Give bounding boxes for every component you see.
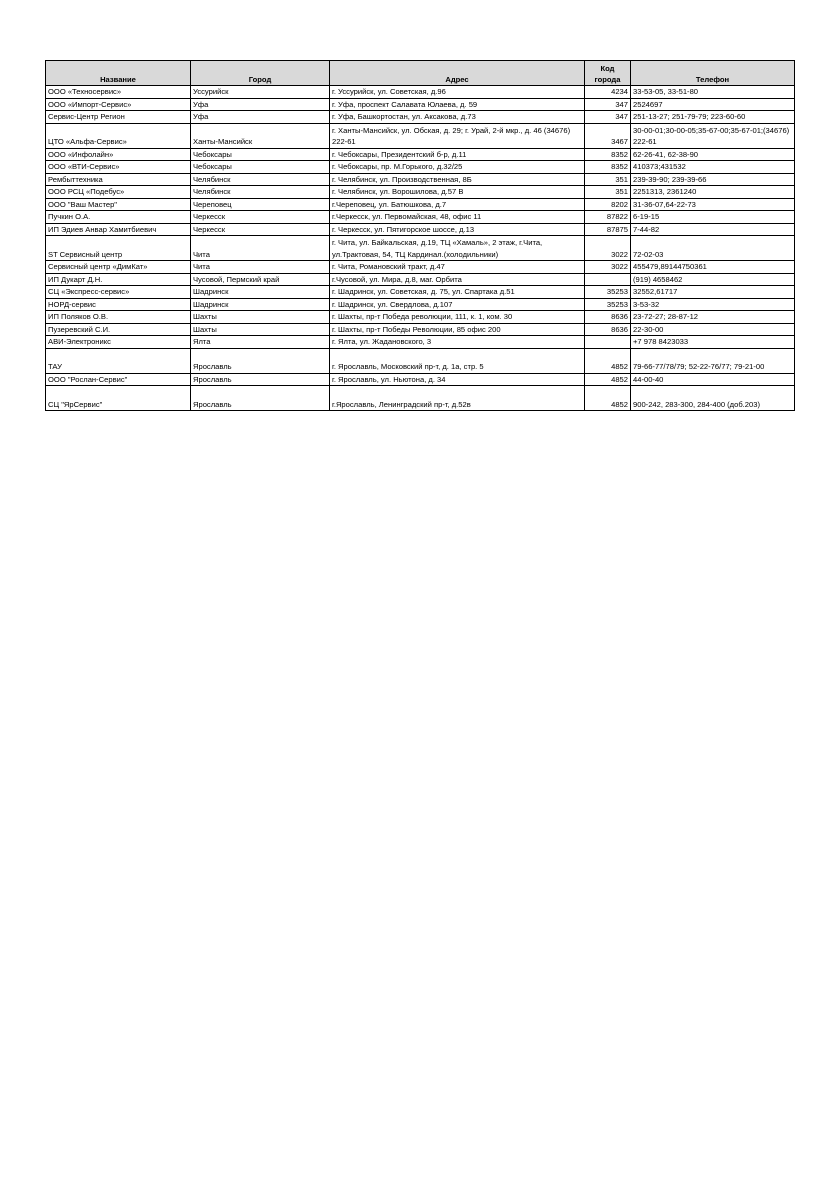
cell-name: НОРД-сервис <box>46 298 191 311</box>
cell-name: Сервис-Центр Регион <box>46 111 191 124</box>
cell-phone: 410373;431532 <box>631 161 795 174</box>
cell-name: ООО "Рослан-Сервис" <box>46 373 191 386</box>
cell-address: г. Ханты-Мансийск, ул. Обская, д. 29; г. Урай, 2-й мкр., д. 46 (34676) 222-61 <box>330 123 585 148</box>
cell-name: Рембыттехника <box>46 173 191 186</box>
cell-city: Шадринск <box>191 286 330 299</box>
cell-name: ЦТО «Альфа-Сервис» <box>46 123 191 148</box>
cell-phone: 7-44-82 <box>631 223 795 236</box>
cell-address: г. Уфа, проспект Салавата Юлаева, д. 59 <box>330 98 585 111</box>
cell-name: ИП Эдиев Анвар Хамитбиевич <box>46 223 191 236</box>
cell-city: Челябинск <box>191 173 330 186</box>
table-row <box>46 311 795 324</box>
cell-phone: 22-30-00 <box>631 323 795 336</box>
header-name: Название <box>46 61 191 86</box>
cell-name: ТАУ <box>46 348 191 373</box>
table-row <box>46 86 795 99</box>
cell-code: 8636 <box>585 323 631 336</box>
table-row <box>46 386 795 411</box>
cell-city: Шахты <box>191 311 330 324</box>
table-row <box>46 186 795 199</box>
cell-address: г. Чебоксары, пр. М.Горького, д.32/25 <box>330 161 585 174</box>
cell-code: 87822 <box>585 211 631 224</box>
cell-address: г. Шахты, пр-т Победы Революции, 85 офис 200 <box>330 323 585 336</box>
table-row <box>46 298 795 311</box>
cell-name: ООО «Техносервис» <box>46 86 191 99</box>
cell-phone: 455479,89144750361 <box>631 261 795 274</box>
cell-name: ООО «Инфолайн» <box>46 148 191 161</box>
cell-address: г. Уфа, Башкортостан, ул. Аксакова, д.73 <box>330 111 585 124</box>
cell-city: Чебоксары <box>191 161 330 174</box>
cell-name: ИП Дукарт Д.Н. <box>46 273 191 286</box>
cell-code: 3467 <box>585 123 631 148</box>
header-row <box>46 61 795 86</box>
cell-name: АВИ-Электроникс <box>46 336 191 349</box>
cell-city: Чебоксары <box>191 148 330 161</box>
cell-address: г. Уссурийск, ул. Советская, д.96 <box>330 86 585 99</box>
cell-address: г. Шадринск, ул. Советская, д. 75, ул. Спартака д.51 <box>330 286 585 299</box>
service-centers-table <box>45 60 795 411</box>
cell-phone: 3-53-32 <box>631 298 795 311</box>
cell-code: 3022 <box>585 236 631 261</box>
cell-city: Черкесск <box>191 223 330 236</box>
cell-code: 351 <box>585 173 631 186</box>
cell-phone: 251-13-27; 251-79-79; 223-60-60 <box>631 111 795 124</box>
header-city-code: Код города <box>585 61 631 86</box>
cell-phone: 900-242, 283-300, 284-400 (доб.203) <box>631 386 795 411</box>
cell-city: Шадринск <box>191 298 330 311</box>
cell-phone: 33-53-05, 33-51-80 <box>631 86 795 99</box>
cell-code: 4234 <box>585 86 631 99</box>
cell-city: Уссурийск <box>191 86 330 99</box>
cell-address: г. Черкесск, ул. Пятигорское шоссе, д.13 <box>330 223 585 236</box>
cell-phone: 2251313, 2361240 <box>631 186 795 199</box>
table-row <box>46 211 795 224</box>
cell-phone: 30-00-01;30-00-05;35-67-00;35-67-01;(34676) 222-61 <box>631 123 795 148</box>
cell-code: 347 <box>585 98 631 111</box>
table-row <box>46 123 795 148</box>
cell-phone: 6-19-15 <box>631 211 795 224</box>
cell-address: г.Череповец, ул. Батюшкова, д.7 <box>330 198 585 211</box>
cell-city: Ярославль <box>191 386 330 411</box>
cell-name: ООО «Импорт-Сервис» <box>46 98 191 111</box>
cell-city: Ялта <box>191 336 330 349</box>
cell-phone: 79-66-77/78/79; 52-22-76/77; 79-21-00 <box>631 348 795 373</box>
cell-phone: 31-36-07,64-22-73 <box>631 198 795 211</box>
cell-city: Челябинск <box>191 186 330 199</box>
cell-code: 347 <box>585 111 631 124</box>
table-row <box>46 323 795 336</box>
cell-city: Уфа <box>191 111 330 124</box>
cell-name: ИП Поляков О.В. <box>46 311 191 324</box>
table-row <box>46 286 795 299</box>
cell-address: г. Ялта, ул. Жадановского, 3 <box>330 336 585 349</box>
cell-phone: (919) 4658462 <box>631 273 795 286</box>
cell-city: Черкесск <box>191 211 330 224</box>
cell-address: г. Чита, Романовский тракт, д.47 <box>330 261 585 274</box>
table-row <box>46 161 795 174</box>
cell-phone: +7 978 8423033 <box>631 336 795 349</box>
cell-code: 8352 <box>585 161 631 174</box>
table-row <box>46 236 795 261</box>
cell-phone: 2524697 <box>631 98 795 111</box>
cell-city: Шахты <box>191 323 330 336</box>
cell-name: Сервисный центр «ДимКат» <box>46 261 191 274</box>
cell-city: Череповец <box>191 198 330 211</box>
table-row <box>46 261 795 274</box>
cell-name: СЦ «Экспресс-сервис» <box>46 286 191 299</box>
cell-address: г. Чебоксары, Президентский б-р, д.11 <box>330 148 585 161</box>
cell-code <box>585 336 631 349</box>
table-row <box>46 98 795 111</box>
cell-code: 3022 <box>585 261 631 274</box>
cell-phone: 62-26-41, 62-38-90 <box>631 148 795 161</box>
cell-code: 87875 <box>585 223 631 236</box>
cell-phone: 23-72-27; 28-87-12 <box>631 311 795 324</box>
table-row <box>46 348 795 373</box>
cell-city: Чита <box>191 261 330 274</box>
cell-name: Пучкин О.А. <box>46 211 191 224</box>
cell-address: г.Чусовой, ул. Мира, д.8, маг. Орбита <box>330 273 585 286</box>
cell-code: 4852 <box>585 348 631 373</box>
cell-address: г.Ярославль, Ленинградский пр-т, д.52в <box>330 386 585 411</box>
table-row <box>46 336 795 349</box>
table-row <box>46 198 795 211</box>
cell-phone: 239-39-90; 239-39-66 <box>631 173 795 186</box>
cell-code: 351 <box>585 186 631 199</box>
cell-address: г. Челябинск, ул. Производственная, 8Б <box>330 173 585 186</box>
cell-address: г. Ярославль, ул. Ньютона, д. 34 <box>330 373 585 386</box>
cell-city: Чита <box>191 236 330 261</box>
cell-phone: 72-02-03 <box>631 236 795 261</box>
cell-city: Уфа <box>191 98 330 111</box>
cell-code: 4852 <box>585 373 631 386</box>
cell-address: г.Черкесск, ул. Первомайская, 48, офис 11 <box>330 211 585 224</box>
cell-address: г. Чита, ул. Байкальская, д.19, ТЦ «Хамаль», 2 этаж, г.Чита, ул.Трактовая, 54, ТЦ Кардинал.(холодильники) <box>330 236 585 261</box>
cell-phone: 32552,61717 <box>631 286 795 299</box>
table-row <box>46 223 795 236</box>
table-row <box>46 173 795 186</box>
cell-code: 8636 <box>585 311 631 324</box>
cell-name: ST Сервисный центр <box>46 236 191 261</box>
table-row <box>46 273 795 286</box>
cell-name: ООО РСЦ «Подебус» <box>46 186 191 199</box>
cell-code: 4852 <box>585 386 631 411</box>
cell-phone: 44-00-40 <box>631 373 795 386</box>
header-city: Город <box>191 61 330 86</box>
cell-city: Ханты-Мансийск <box>191 123 330 148</box>
cell-code: 35253 <box>585 298 631 311</box>
table-row <box>46 148 795 161</box>
header-address: Адрес <box>330 61 585 86</box>
cell-city: Ярославль <box>191 348 330 373</box>
table-row <box>46 373 795 386</box>
cell-name: ООО "Ваш Мастер" <box>46 198 191 211</box>
cell-address: г. Шахты, пр-т Победа революции, 111, к. 1, ком. 30 <box>330 311 585 324</box>
cell-name: ООО «ВТИ-Сервис» <box>46 161 191 174</box>
header-phone: Телефон <box>631 61 795 86</box>
cell-address: г. Челябинск, ул. Ворошилова, д.57 В <box>330 186 585 199</box>
cell-city: Ярославль <box>191 373 330 386</box>
cell-address: г. Ярославль, Московский пр-т, д. 1а, стр. 5 <box>330 348 585 373</box>
cell-name: СЦ "ЯрСервис" <box>46 386 191 411</box>
cell-name: Пузеревский С.И. <box>46 323 191 336</box>
table-row <box>46 111 795 124</box>
cell-city: Чусовой, Пермский край <box>191 273 330 286</box>
cell-code: 35253 <box>585 286 631 299</box>
cell-code: 8202 <box>585 198 631 211</box>
cell-code: 8352 <box>585 148 631 161</box>
cell-code <box>585 273 631 286</box>
cell-address: г. Шадринск, ул. Свердлова, д.107 <box>330 298 585 311</box>
